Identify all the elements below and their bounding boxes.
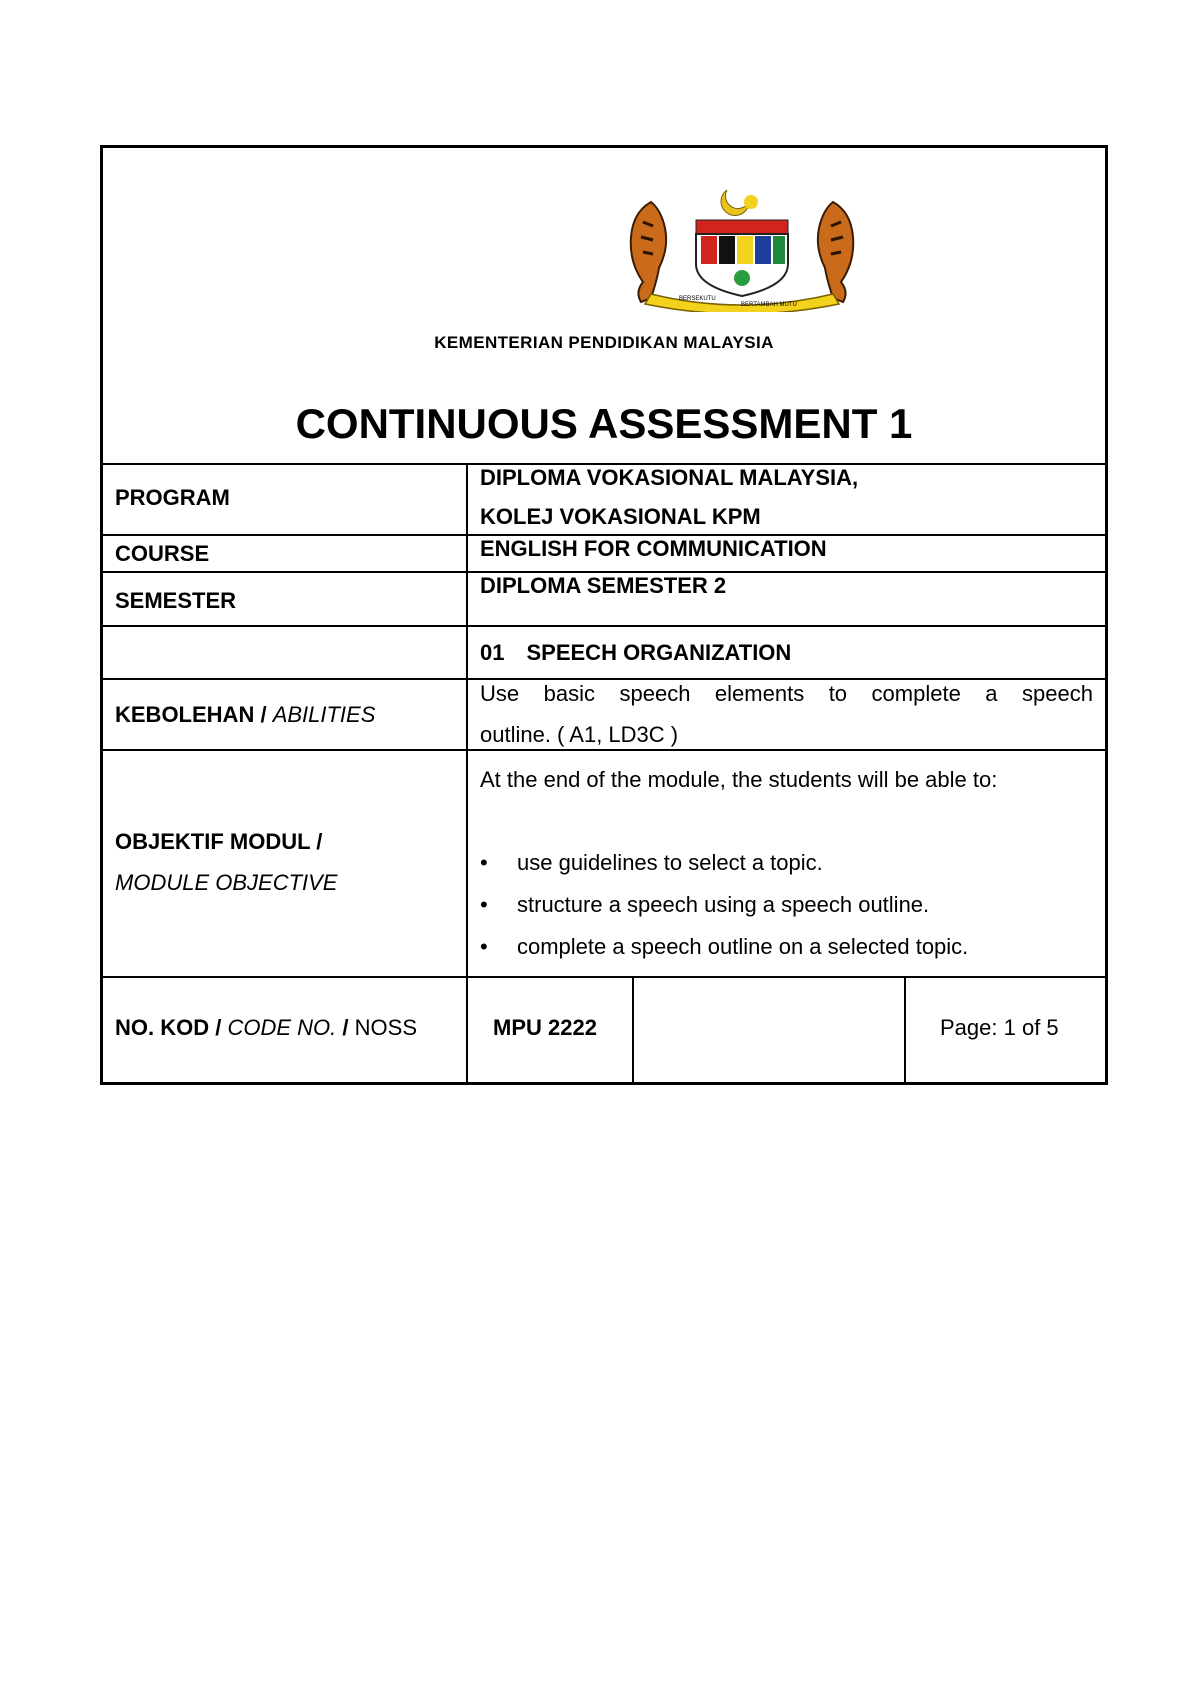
svg-text:BERTAMBAH MUTU: BERTAMBAH MUTU <box>741 302 797 308</box>
header-section <box>103 148 1105 465</box>
code-row <box>103 978 1105 1082</box>
program-line-2: KOLEJ VOKASIONAL KPM <box>480 504 761 529</box>
unit-row <box>103 627 1105 680</box>
abilities-line-2: outline. ( A1, LD3C ) <box>480 722 679 747</box>
assessment-cover-table <box>100 145 1108 1085</box>
malaysia-coat-of-arms-logo <box>551 182 931 312</box>
ministry-name: KEMENTERIAN PENDIDIKAN MALAYSIA <box>434 333 774 352</box>
semester-label: SEMESTER <box>115 588 237 613</box>
objective-label-bold: OBJEKTIF MODUL / <box>115 829 323 854</box>
course-row <box>103 536 1105 573</box>
document-title: CONTINUOUS ASSESSMENT 1 <box>295 400 913 447</box>
objective-row <box>103 751 1105 978</box>
list-item: • structure a speech using a speech outline. <box>480 891 968 933</box>
unit-name: SPEECH ORGANIZATION <box>526 640 792 665</box>
abilities-row <box>103 680 1105 751</box>
code-label: NO. KOD / CODE NO. / NOSS <box>115 1015 417 1040</box>
page-number: Page: 1 of 5 <box>940 1015 1059 1040</box>
program-row <box>103 465 1105 536</box>
list-item: • complete a speech outline on a selected topic. <box>480 933 968 975</box>
objective-label-italic: MODULE OBJECTIVE <box>115 870 338 895</box>
course-code: MPU 2222 <box>493 1015 597 1040</box>
semester-row <box>103 573 1105 627</box>
list-item: • use guidelines to select a topic. <box>480 849 968 891</box>
unit-title <box>480 640 791 666</box>
svg-text:BERSEKUTU: BERSEKUTU <box>679 296 716 302</box>
unit-number: 01 <box>480 640 505 665</box>
abilities-label: KEBOLEHAN / ABILITIES <box>115 702 376 727</box>
abilities-line-1: Use basic speech elements to complete a speech <box>480 681 1093 706</box>
objective-intro: At the end of the module, the students will be able to: <box>480 767 998 792</box>
course-value: ENGLISH FOR COMMUNICATION <box>480 536 827 561</box>
semester-value: DIPLOMA SEMESTER 2 <box>480 573 727 598</box>
program-label: PROGRAM <box>115 485 230 510</box>
objective-list <box>480 849 968 975</box>
course-label: COURSE <box>115 541 210 566</box>
program-line-1: DIPLOMA VOKASIONAL MALAYSIA, <box>480 465 859 490</box>
